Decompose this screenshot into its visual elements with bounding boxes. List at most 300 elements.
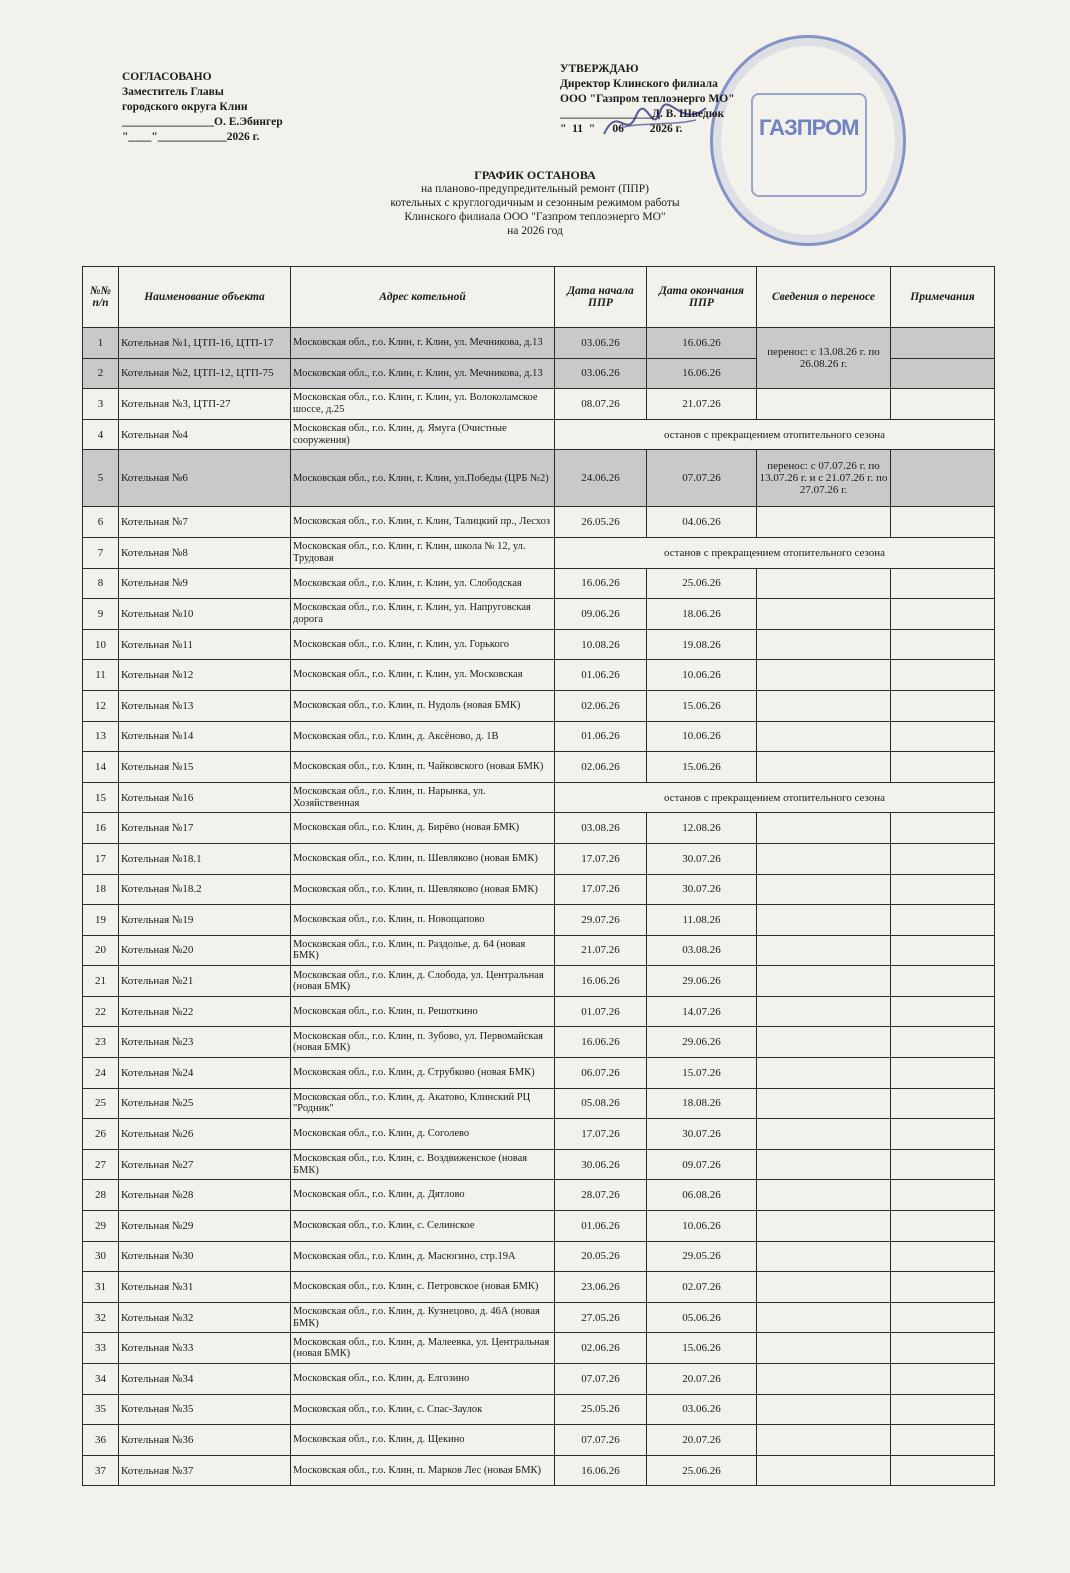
cell-notes xyxy=(891,935,995,966)
cell-number: 31 xyxy=(83,1272,119,1303)
cell-object-name: Котельная №7 xyxy=(119,507,291,538)
approval-right-line: ООО "Газпром теплоэнерго МО" xyxy=(560,93,735,105)
cell-notes xyxy=(891,1088,995,1119)
cell-address: Московская обл., г.о. Клин, д. Соголево xyxy=(291,1119,555,1150)
cell-end-date: 20.07.26 xyxy=(647,1364,757,1395)
cell-end-date: 25.06.26 xyxy=(647,1455,757,1486)
cell-address: Московская обл., г.о. Клин, г. Клин, ул. Волоколамское шоссе, д.25 xyxy=(291,389,555,420)
cell-number: 20 xyxy=(83,935,119,966)
cell-notes xyxy=(891,1211,995,1242)
approval-left-line: городского округа Клин xyxy=(122,101,248,113)
table-row xyxy=(83,690,995,721)
cell-number: 9 xyxy=(83,599,119,630)
cell-number: 28 xyxy=(83,1180,119,1211)
cell-object-name: Котельная №16 xyxy=(119,782,291,813)
cell-address: Московская обл., г.о. Клин, с. Селинское xyxy=(291,1211,555,1242)
cell-start-date: 10.08.26 xyxy=(555,629,647,660)
cell-stop-note: останов с прекращением отопительного сезона xyxy=(555,419,995,450)
cell-notes xyxy=(891,996,995,1027)
cell-number: 10 xyxy=(83,629,119,660)
cell-start-date: 03.08.26 xyxy=(555,813,647,844)
table-row xyxy=(83,419,995,450)
cell-address: Московская обл., г.о. Клин, п. Решоткино xyxy=(291,996,555,1027)
cell-object-name: Котельная №1, ЦТП-16, ЦТП-17 xyxy=(119,328,291,359)
cell-object-name: Котельная №28 xyxy=(119,1180,291,1211)
cell-transfer-info xyxy=(757,568,891,599)
cell-start-date: 29.07.26 xyxy=(555,905,647,936)
table-row xyxy=(83,1180,995,1211)
cell-address: Московская обл., г.о. Клин, п. Нарынка, ул. Хозяйственная xyxy=(291,782,555,813)
cell-number: 19 xyxy=(83,905,119,936)
cell-object-name: Котельная №18.2 xyxy=(119,874,291,905)
table-row xyxy=(83,1394,995,1425)
cell-address: Московская обл., г.о. Клин, г. Клин, ул. Слободская xyxy=(291,568,555,599)
table-row xyxy=(83,599,995,630)
cell-end-date: 29.05.26 xyxy=(647,1241,757,1272)
cell-address: Московская обл., г.о. Клин, г. Клин, Талицкий пр., Лесхоз xyxy=(291,507,555,538)
cell-notes xyxy=(891,389,995,420)
cell-start-date: 27.05.26 xyxy=(555,1302,647,1333)
cell-start-date: 07.07.26 xyxy=(555,1425,647,1456)
cell-number: 13 xyxy=(83,721,119,752)
header-notes: Примечания xyxy=(891,267,995,328)
cell-number: 8 xyxy=(83,568,119,599)
cell-transfer-info xyxy=(757,690,891,721)
approval-right-line: " 11 " 06 2026 г. xyxy=(560,123,683,135)
cell-number: 36 xyxy=(83,1425,119,1456)
cell-object-name: Котельная №25 xyxy=(119,1088,291,1119)
cell-end-date: 15.06.26 xyxy=(647,1333,757,1364)
document-title: ГРАФИК ОСТАНОВА xyxy=(474,168,596,182)
cell-end-date: 10.06.26 xyxy=(647,721,757,752)
cell-notes xyxy=(891,1364,995,1395)
cell-number: 1 xyxy=(83,328,119,359)
cell-object-name: Котельная №32 xyxy=(119,1302,291,1333)
cell-transfer-info xyxy=(757,1425,891,1456)
table-row xyxy=(83,1333,995,1364)
cell-number: 7 xyxy=(83,537,119,568)
cell-notes xyxy=(891,721,995,752)
cell-transfer-info xyxy=(757,813,891,844)
cell-start-date: 06.07.26 xyxy=(555,1058,647,1089)
header-start-date: Дата начала ППР xyxy=(555,267,647,328)
cell-number: 34 xyxy=(83,1364,119,1395)
table-body xyxy=(83,328,995,1486)
cell-address: Московская обл., г.о. Клин, д. Аксёново, д. 1В xyxy=(291,721,555,752)
cell-end-date: 30.07.26 xyxy=(647,1119,757,1150)
cell-object-name: Котельная №3, ЦТП-27 xyxy=(119,389,291,420)
cell-end-date: 05.06.26 xyxy=(647,1302,757,1333)
cell-notes xyxy=(891,629,995,660)
cell-start-date: 01.06.26 xyxy=(555,721,647,752)
cell-stop-note: останов с прекращением отопительного сезона xyxy=(555,537,995,568)
cell-notes xyxy=(891,1394,995,1425)
cell-end-date: 18.06.26 xyxy=(647,599,757,630)
cell-address: Московская обл., г.о. Клин, г. Клин, ул. Мечникова, д.13 xyxy=(291,328,555,359)
cell-start-date: 07.07.26 xyxy=(555,1364,647,1395)
cell-end-date: 16.06.26 xyxy=(647,328,757,359)
cell-notes xyxy=(891,843,995,874)
cell-address: Московская обл., г.о. Клин, д. Бирёво (новая БМК) xyxy=(291,813,555,844)
table-row xyxy=(83,537,995,568)
cell-start-date: 16.06.26 xyxy=(555,1027,647,1058)
table-row xyxy=(83,568,995,599)
cell-number: 11 xyxy=(83,660,119,691)
cell-address: Московская обл., г.о. Клин, п. Нудоль (новая БМК) xyxy=(291,690,555,721)
cell-address: Московская обл., г.о. Клин, д. Акатово, Клинский РЦ "Родник" xyxy=(291,1088,555,1119)
cell-object-name: Котельная №35 xyxy=(119,1394,291,1425)
cell-notes xyxy=(891,874,995,905)
cell-address: Московская обл., г.о. Клин, с. Спас-Заулок xyxy=(291,1394,555,1425)
cell-notes xyxy=(891,1149,995,1180)
cell-end-date: 30.07.26 xyxy=(647,874,757,905)
table-row xyxy=(83,1302,995,1333)
cell-number: 4 xyxy=(83,419,119,450)
cell-object-name: Котельная №19 xyxy=(119,905,291,936)
cell-transfer-info xyxy=(757,1394,891,1425)
cell-object-name: Котельная №9 xyxy=(119,568,291,599)
cell-number: 26 xyxy=(83,1119,119,1150)
cell-object-name: Котельная №20 xyxy=(119,935,291,966)
table-row xyxy=(83,389,995,420)
director-signature xyxy=(600,100,710,144)
cell-object-name: Котельная №4 xyxy=(119,419,291,450)
header-object-name: Наименование объекта xyxy=(119,267,291,328)
cell-transfer-info xyxy=(757,1241,891,1272)
cell-address: Московская обл., г.о. Клин, г. Клин, школа № 12, ул. Трудовая xyxy=(291,537,555,568)
cell-stop-note: останов с прекращением отопительного сезона xyxy=(555,782,995,813)
cell-object-name: Котельная №8 xyxy=(119,537,291,568)
table-row xyxy=(83,1027,995,1058)
cell-address: Московская обл., г.о. Клин, д. Слобода, ул. Центральная (новая БМК) xyxy=(291,966,555,997)
cell-address: Московская обл., г.о. Клин, п. Шевляково (новая БМК) xyxy=(291,874,555,905)
approval-agreed-block xyxy=(122,70,283,145)
cell-start-date: 16.06.26 xyxy=(555,568,647,599)
cell-notes xyxy=(891,1027,995,1058)
cell-start-date: 02.06.26 xyxy=(555,1333,647,1364)
cell-notes xyxy=(891,690,995,721)
cell-transfer-info xyxy=(757,1119,891,1150)
cell-address: Московская обл., г.о. Клин, д. Струбково (новая БМК) xyxy=(291,1058,555,1089)
cell-end-date: 29.06.26 xyxy=(647,966,757,997)
cell-address: Московская обл., г.о. Клин, п. Чайковского (новая БМК) xyxy=(291,752,555,783)
cell-address: Московская обл., г.о. Клин, д. Дятлово xyxy=(291,1180,555,1211)
cell-start-date: 16.06.26 xyxy=(555,966,647,997)
cell-address: Московская обл., г.о. Клин, п. Новощапово xyxy=(291,905,555,936)
cell-object-name: Котельная №33 xyxy=(119,1333,291,1364)
cell-object-name: Котельная №26 xyxy=(119,1119,291,1150)
cell-end-date: 12.08.26 xyxy=(647,813,757,844)
cell-number: 30 xyxy=(83,1241,119,1272)
seal-logo-text: ГАЗПРОМ xyxy=(759,115,859,140)
cell-transfer-info xyxy=(757,1088,891,1119)
cell-object-name: Котельная №14 xyxy=(119,721,291,752)
cell-notes xyxy=(891,1455,995,1486)
cell-transfer-info xyxy=(757,966,891,997)
table-row xyxy=(83,1455,995,1486)
cell-number: 21 xyxy=(83,966,119,997)
cell-address: Московская обл., г.о. Клин, г. Клин, ул. Мечникова, д.13 xyxy=(291,358,555,389)
cell-end-date: 14.07.26 xyxy=(647,996,757,1027)
cell-number: 22 xyxy=(83,996,119,1027)
cell-transfer-info xyxy=(757,721,891,752)
cell-end-date: 15.07.26 xyxy=(647,1058,757,1089)
cell-transfer-info xyxy=(757,1180,891,1211)
table-row xyxy=(83,1241,995,1272)
cell-start-date: 16.06.26 xyxy=(555,1455,647,1486)
cell-address: Московская обл., г.о. Клин, г. Клин, ул. Напруговская дорога xyxy=(291,599,555,630)
cell-notes xyxy=(891,1333,995,1364)
cell-notes xyxy=(891,905,995,936)
cell-number: 24 xyxy=(83,1058,119,1089)
document-title-block xyxy=(0,168,1070,238)
cell-start-date: 23.06.26 xyxy=(555,1272,647,1303)
table-row xyxy=(83,1058,995,1089)
document-subtitle-line: на планово-предупредительный ремонт (ППР) xyxy=(421,183,649,195)
cell-number: 32 xyxy=(83,1302,119,1333)
cell-object-name: Котельная №2, ЦТП-12, ЦТП-75 xyxy=(119,358,291,389)
cell-notes xyxy=(891,507,995,538)
cell-address: Московская обл., г.о. Клин, г. Клин, ул. Московская xyxy=(291,660,555,691)
cell-end-date: 15.06.26 xyxy=(647,752,757,783)
cell-number: 37 xyxy=(83,1455,119,1486)
cell-object-name: Котельная №37 xyxy=(119,1455,291,1486)
cell-end-date: 11.08.26 xyxy=(647,905,757,936)
cell-transfer-info xyxy=(757,905,891,936)
approval-left-line: Заместитель Главы xyxy=(122,86,224,98)
cell-start-date: 26.05.26 xyxy=(555,507,647,538)
cell-notes xyxy=(891,1272,995,1303)
table-row xyxy=(83,935,995,966)
table-header-row xyxy=(83,267,995,328)
table-row xyxy=(83,507,995,538)
cell-end-date: 02.07.26 xyxy=(647,1272,757,1303)
approval-left-line: ________________О. Е.Эбингер xyxy=(122,116,283,128)
cell-transfer-info xyxy=(757,1364,891,1395)
cell-end-date: 25.06.26 xyxy=(647,568,757,599)
cell-start-date: 20.05.26 xyxy=(555,1241,647,1272)
cell-transfer-info: перенос: с 07.07.26 г. по 13.07.26 г. и с 21.07.26 г. по 27.07.26 г. xyxy=(757,450,891,507)
cell-start-date: 17.07.26 xyxy=(555,843,647,874)
cell-start-date: 01.06.26 xyxy=(555,1211,647,1242)
document-subtitle-line: на 2026 год xyxy=(507,225,563,237)
cell-transfer-info xyxy=(757,1302,891,1333)
cell-start-date: 03.06.26 xyxy=(555,358,647,389)
document-subtitle-line: котельных с круглогодичным и сезонным режимом работы xyxy=(390,197,680,209)
cell-start-date: 08.07.26 xyxy=(555,389,647,420)
cell-notes xyxy=(891,1119,995,1150)
cell-address: Московская обл., г.о. Клин, г. Клин, ул.Победы (ЦРБ №2) xyxy=(291,450,555,507)
cell-end-date: 29.06.26 xyxy=(647,1027,757,1058)
cell-number: 27 xyxy=(83,1149,119,1180)
cell-transfer-info xyxy=(757,389,891,420)
header-transfer-info: Сведения о переносе xyxy=(757,267,891,328)
cell-notes xyxy=(891,358,995,389)
cell-transfer-info xyxy=(757,1272,891,1303)
cell-transfer-info xyxy=(757,507,891,538)
table-row xyxy=(83,905,995,936)
cell-number: 14 xyxy=(83,752,119,783)
cell-number: 29 xyxy=(83,1211,119,1242)
approval-right-line: ________________Д. В. Шведюк xyxy=(560,108,725,120)
cell-start-date: 28.07.26 xyxy=(555,1180,647,1211)
cell-number: 33 xyxy=(83,1333,119,1364)
cell-end-date: 30.07.26 xyxy=(647,843,757,874)
cell-notes xyxy=(891,599,995,630)
cell-object-name: Котельная №13 xyxy=(119,690,291,721)
cell-transfer-info xyxy=(757,599,891,630)
approval-left-line: СОГЛАСОВАНО xyxy=(122,71,212,83)
table-row xyxy=(83,874,995,905)
cell-transfer-info xyxy=(757,1211,891,1242)
table-row xyxy=(83,1211,995,1242)
cell-address: Московская обл., г.о. Клин, д. Елгозино xyxy=(291,1364,555,1395)
cell-start-date: 17.07.26 xyxy=(555,874,647,905)
cell-address: Московская обл., г.о. Клин, д. Ямуга (Очистные сооружения) xyxy=(291,419,555,450)
cell-transfer-info xyxy=(757,996,891,1027)
table-row xyxy=(83,1119,995,1150)
cell-object-name: Котельная №18.1 xyxy=(119,843,291,874)
table-row xyxy=(83,1272,995,1303)
cell-notes xyxy=(891,752,995,783)
table-row xyxy=(83,966,995,997)
cell-number: 2 xyxy=(83,358,119,389)
table-row xyxy=(83,1088,995,1119)
cell-transfer-info xyxy=(757,935,891,966)
cell-end-date: 16.06.26 xyxy=(647,358,757,389)
cell-object-name: Котельная №30 xyxy=(119,1241,291,1272)
cell-start-date: 24.06.26 xyxy=(555,450,647,507)
table-row xyxy=(83,660,995,691)
cell-end-date: 09.07.26 xyxy=(647,1149,757,1180)
cell-notes xyxy=(891,1241,995,1272)
cell-transfer-info xyxy=(757,1149,891,1180)
cell-number: 12 xyxy=(83,690,119,721)
cell-object-name: Котельная №15 xyxy=(119,752,291,783)
cell-end-date: 06.08.26 xyxy=(647,1180,757,1211)
table-row xyxy=(83,328,995,359)
cell-object-name: Котельная №10 xyxy=(119,599,291,630)
cell-number: 23 xyxy=(83,1027,119,1058)
cell-object-name: Котельная №21 xyxy=(119,966,291,997)
table-row xyxy=(83,629,995,660)
cell-end-date: 15.06.26 xyxy=(647,690,757,721)
cell-address: Московская обл., г.о. Клин, д. Малеевка, ул. Центральная (новая БМК) xyxy=(291,1333,555,1364)
table-row xyxy=(83,721,995,752)
cell-transfer-info xyxy=(757,1058,891,1089)
cell-start-date: 03.06.26 xyxy=(555,328,647,359)
cell-end-date: 20.07.26 xyxy=(647,1425,757,1456)
table-row xyxy=(83,1364,995,1395)
cell-start-date: 09.06.26 xyxy=(555,599,647,630)
cell-address: Московская обл., г.о. Клин, с. Воздвиженское (новая БМК) xyxy=(291,1149,555,1180)
cell-object-name: Котельная №17 xyxy=(119,813,291,844)
cell-object-name: Котельная №24 xyxy=(119,1058,291,1089)
cell-end-date: 03.06.26 xyxy=(647,1394,757,1425)
cell-object-name: Котельная №11 xyxy=(119,629,291,660)
table-row xyxy=(83,450,995,507)
cell-transfer-info: перенос: с 13.08.26 г. по 26.08.26 г. xyxy=(757,328,891,389)
maintenance-schedule-table xyxy=(82,266,995,1486)
cell-object-name: Котельная №29 xyxy=(119,1211,291,1242)
table-row xyxy=(83,782,995,813)
cell-transfer-info xyxy=(757,660,891,691)
cell-number: 5 xyxy=(83,450,119,507)
approval-right-line: Директор Клинского филиала xyxy=(560,78,718,90)
cell-start-date: 17.07.26 xyxy=(555,1119,647,1150)
cell-transfer-info xyxy=(757,874,891,905)
cell-start-date: 01.06.26 xyxy=(555,660,647,691)
header-end-date: Дата окончания ППР xyxy=(647,267,757,328)
cell-address: Московская обл., г.о. Клин, д. Щекино xyxy=(291,1425,555,1456)
cell-address: Московская обл., г.о. Клин, п. Раздолье, д. 64 (новая БМК) xyxy=(291,935,555,966)
cell-notes xyxy=(891,966,995,997)
cell-object-name: Котельная №22 xyxy=(119,996,291,1027)
table-row xyxy=(83,996,995,1027)
approval-left-line: "____"____________2026 г. xyxy=(122,131,260,143)
cell-transfer-info xyxy=(757,752,891,783)
cell-object-name: Котельная №34 xyxy=(119,1364,291,1395)
cell-end-date: 10.06.26 xyxy=(647,660,757,691)
cell-number: 35 xyxy=(83,1394,119,1425)
table-row xyxy=(83,752,995,783)
cell-number: 6 xyxy=(83,507,119,538)
document-subtitle-line: Клинского филиала ООО "Газпром теплоэнерго МО" xyxy=(404,211,666,223)
cell-object-name: Котельная №36 xyxy=(119,1425,291,1456)
cell-notes xyxy=(891,660,995,691)
cell-object-name: Котельная №6 xyxy=(119,450,291,507)
cell-notes xyxy=(891,450,995,507)
cell-address: Московская обл., г.о. Клин, п. Зубово, ул. Первомайская (новая БМК) xyxy=(291,1027,555,1058)
cell-address: Московская обл., г.о. Клин, с. Петровское (новая БМК) xyxy=(291,1272,555,1303)
approval-right-line: УТВЕРЖДАЮ xyxy=(560,63,639,75)
table-row xyxy=(83,1425,995,1456)
cell-end-date: 21.07.26 xyxy=(647,389,757,420)
cell-notes xyxy=(891,1058,995,1089)
cell-start-date: 02.06.26 xyxy=(555,690,647,721)
cell-notes xyxy=(891,813,995,844)
cell-address: Московская обл., г.о. Клин, г. Клин, ул. Горького xyxy=(291,629,555,660)
cell-number: 15 xyxy=(83,782,119,813)
cell-object-name: Котельная №12 xyxy=(119,660,291,691)
cell-notes xyxy=(891,1302,995,1333)
cell-end-date: 19.08.26 xyxy=(647,629,757,660)
cell-address: Московская обл., г.о. Клин, п. Марков Лес (новая БМК) xyxy=(291,1455,555,1486)
cell-end-date: 03.08.26 xyxy=(647,935,757,966)
cell-number: 25 xyxy=(83,1088,119,1119)
cell-end-date: 04.06.26 xyxy=(647,507,757,538)
header-address: Адрес котельной xyxy=(291,267,555,328)
cell-notes xyxy=(891,1180,995,1211)
cell-start-date: 01.07.26 xyxy=(555,996,647,1027)
cell-object-name: Котельная №27 xyxy=(119,1149,291,1180)
cell-notes xyxy=(891,328,995,359)
cell-transfer-info xyxy=(757,629,891,660)
table-row xyxy=(83,843,995,874)
cell-number: 3 xyxy=(83,389,119,420)
cell-start-date: 02.06.26 xyxy=(555,752,647,783)
cell-address: Московская обл., г.о. Клин, п. Шевляково (новая БМК) xyxy=(291,843,555,874)
cell-end-date: 07.07.26 xyxy=(647,450,757,507)
cell-transfer-info xyxy=(757,1027,891,1058)
cell-notes xyxy=(891,568,995,599)
cell-transfer-info xyxy=(757,1455,891,1486)
table-row xyxy=(83,1149,995,1180)
cell-number: 16 xyxy=(83,813,119,844)
cell-object-name: Котельная №31 xyxy=(119,1272,291,1303)
cell-transfer-info xyxy=(757,843,891,874)
cell-start-date: 05.08.26 xyxy=(555,1088,647,1119)
